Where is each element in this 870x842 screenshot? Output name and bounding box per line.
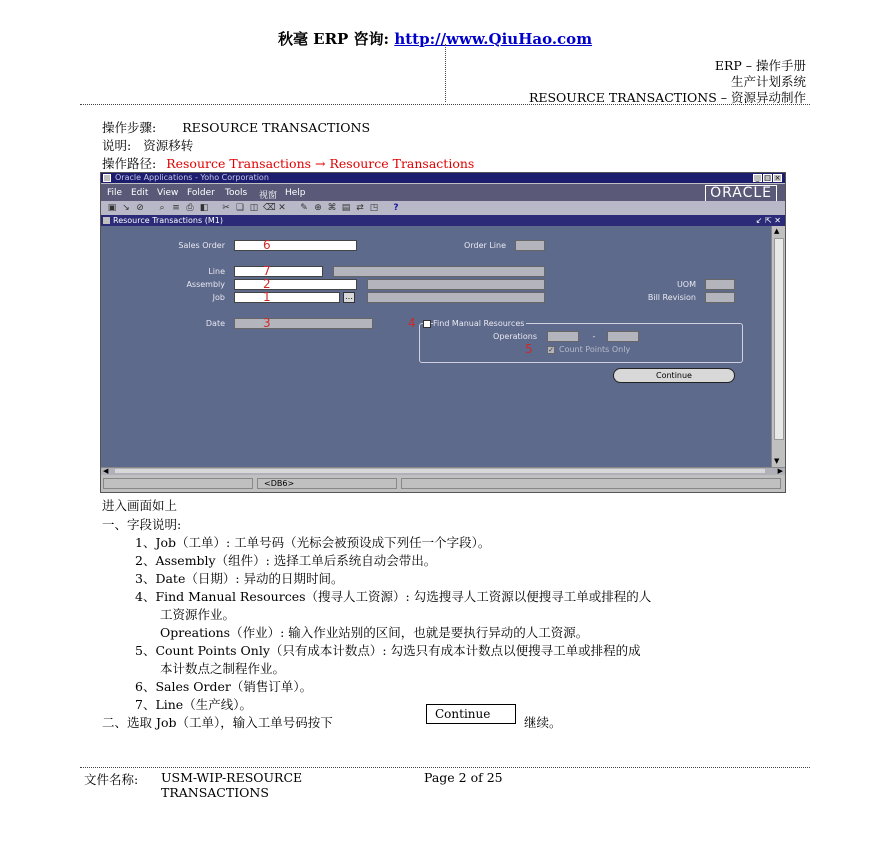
line-label: Line bbox=[208, 267, 225, 276]
uom-field[interactable] bbox=[705, 279, 735, 290]
folder-icon[interactable]: ◧ bbox=[199, 203, 209, 213]
status-cell-1 bbox=[103, 478, 253, 489]
marker-1: 1 bbox=[263, 290, 271, 304]
menu-edit[interactable]: Edit bbox=[131, 188, 149, 198]
scroll-down-icon[interactable]: ▼ bbox=[774, 457, 780, 465]
footer-page-number: Page 2 of 25 bbox=[424, 770, 503, 785]
steps-value: RESOURCE TRANSACTIONS bbox=[182, 120, 371, 135]
maximize-icon[interactable]: □ bbox=[764, 174, 771, 182]
close-icon[interactable]: × bbox=[774, 174, 781, 182]
header-title bbox=[0, 28, 870, 49]
toolbar bbox=[101, 201, 785, 216]
desc-label: 说明: bbox=[102, 138, 132, 153]
assembly-label: Assembly bbox=[186, 280, 225, 289]
count-points-only-checkbox[interactable]: ✓ bbox=[548, 346, 554, 354]
help-icon[interactable]: ? bbox=[393, 203, 399, 213]
window-title: Oracle Applications - Yoho Corporation bbox=[115, 173, 269, 182]
translate-icon[interactable]: ⇄ bbox=[356, 203, 364, 213]
item-6: 6、Sales Order（销售订单）。 bbox=[135, 679, 313, 694]
operations-label: Operations bbox=[493, 332, 537, 341]
item-4-operations: Opreations（作业）: 输入作业站别的区间，也就是要执行异动的人工资源。 bbox=[160, 625, 589, 640]
sales-order-label: Sales Order bbox=[178, 241, 225, 250]
steps-line bbox=[102, 118, 370, 136]
date-label: Date bbox=[205, 319, 225, 328]
menu-help[interactable]: Help bbox=[285, 188, 306, 198]
header-divider-vertical bbox=[445, 44, 446, 102]
status-cell-db: <DB6> bbox=[257, 478, 397, 489]
job-description-field bbox=[367, 292, 545, 303]
window-titlebar bbox=[101, 173, 785, 183]
item-4-cont: 工资源作业。 bbox=[160, 607, 236, 622]
header-system-line: 生产计划系统 bbox=[730, 74, 806, 89]
line-field[interactable] bbox=[234, 266, 323, 277]
item-4: 4、Find Manual Resources（搜寻人工资源）: 勾选搜寻人工资源以便搜寻工单或排程的人 bbox=[135, 589, 652, 604]
scroll-right-icon[interactable]: ▶ bbox=[777, 467, 783, 475]
print-icon[interactable]: ⎙ bbox=[186, 203, 194, 213]
order-line-label: Order Line bbox=[464, 241, 506, 250]
section-2-suffix: 继续。 bbox=[524, 715, 562, 730]
menu-view[interactable]: View bbox=[157, 188, 179, 198]
item-5-cont: 本计数点之制程作业。 bbox=[160, 661, 286, 676]
assembly-description-field bbox=[367, 279, 545, 290]
find-manual-resources-group bbox=[419, 323, 743, 363]
sales-order-field[interactable] bbox=[234, 240, 357, 251]
item-1: 1、Job（工单）: 工单号码（光标会被预设成下列任一个字段）。 bbox=[135, 535, 491, 550]
refresh-icon[interactable]: ⊘ bbox=[136, 203, 144, 213]
section-1-heading: 一、字段说明: bbox=[102, 517, 182, 532]
form-titlebar bbox=[101, 215, 785, 226]
menu-tools[interactable]: Tools bbox=[225, 188, 248, 198]
edit-icon[interactable]: ✎ bbox=[300, 203, 308, 213]
uom-label: UOM bbox=[676, 280, 696, 289]
job-field[interactable] bbox=[234, 292, 340, 303]
footer-divider bbox=[80, 767, 810, 768]
delete-icon[interactable]: ✕ bbox=[278, 203, 286, 213]
date-field[interactable] bbox=[234, 318, 373, 329]
form-icon bbox=[103, 217, 110, 224]
footer-file-name-1: USM-WIP-RESOURCE bbox=[161, 770, 303, 785]
bill-revision-label: Bill Revision bbox=[647, 293, 696, 302]
list-icon[interactable]: ≡ bbox=[172, 203, 180, 213]
oracle-window bbox=[100, 172, 786, 493]
marker-4: 4 bbox=[408, 316, 416, 330]
section-2-prefix: 二、选取 Job（工单），输入工单号码按下 bbox=[102, 715, 333, 730]
form-controls-icon[interactable]: ↙ ⇱ ✕ bbox=[755, 216, 781, 225]
folder-tools-icon[interactable]: ▤ bbox=[341, 203, 351, 213]
marker-2: 2 bbox=[263, 277, 271, 291]
menu-folder[interactable]: Folder bbox=[187, 188, 215, 198]
marker-7: 7 bbox=[263, 264, 271, 278]
zoom-icon[interactable]: ⊕ bbox=[314, 203, 322, 213]
minimize-icon[interactable]: _ bbox=[753, 174, 762, 182]
find-manual-resources-checkbox[interactable] bbox=[423, 320, 431, 328]
footer-file-name-2: TRANSACTIONS bbox=[161, 785, 269, 800]
horizontal-scroll-track[interactable] bbox=[115, 469, 765, 473]
menu-window[interactable]: 视窗 bbox=[259, 191, 278, 201]
app-icon bbox=[103, 174, 111, 182]
navigate-icon[interactable]: ↘ bbox=[122, 203, 130, 213]
paste-icon[interactable]: ◫ bbox=[249, 203, 259, 213]
vertical-scroll-thumb[interactable] bbox=[774, 238, 784, 440]
footer-file-label: 文件名称: bbox=[84, 772, 139, 787]
scroll-left-icon[interactable]: ◀ bbox=[103, 467, 109, 475]
header-divider bbox=[80, 104, 810, 105]
menu-bar bbox=[101, 184, 785, 201]
steps-label: 操作步骤: bbox=[102, 120, 157, 135]
path-line bbox=[102, 154, 474, 172]
path-value: Resource Transactions → Resource Transactions bbox=[166, 156, 475, 171]
desc-line bbox=[102, 136, 193, 154]
desc-value: 资源移转 bbox=[143, 138, 194, 153]
bill-revision-field[interactable] bbox=[705, 292, 735, 303]
cut-icon[interactable]: ✂ bbox=[222, 203, 230, 213]
item-2: 2、Assembly（组件）: 选择工单后系统自动会带出。 bbox=[135, 553, 437, 568]
operations-to-field[interactable] bbox=[607, 331, 639, 342]
oracle-logo: ORACLE bbox=[705, 185, 777, 202]
header-title-prefix: 秋毫 ERP 咨询: bbox=[277, 30, 395, 48]
continue-button[interactable]: Continue bbox=[613, 368, 735, 383]
scroll-up-icon[interactable]: ▲ bbox=[774, 227, 780, 235]
marker-5: 5 bbox=[525, 342, 533, 356]
count-points-only-label: Count Points Only bbox=[559, 345, 631, 354]
form-canvas bbox=[101, 226, 771, 467]
vertical-scrollbar[interactable] bbox=[771, 226, 785, 467]
marker-6: 6 bbox=[263, 238, 271, 252]
after-window-note: 进入画面如上 bbox=[102, 498, 178, 513]
job-list-of-values-icon[interactable]: … bbox=[345, 292, 353, 301]
save-icon[interactable]: ▣ bbox=[107, 203, 117, 213]
section-2-continue-box: Continue bbox=[426, 704, 516, 724]
operations-dash: - bbox=[592, 332, 596, 341]
order-line-field[interactable] bbox=[515, 240, 545, 251]
status-cell-3 bbox=[401, 478, 781, 489]
marker-3: 3 bbox=[263, 316, 271, 330]
clear-icon[interactable]: ⌫ bbox=[263, 203, 276, 213]
header-manual-line: ERP – 操作手册 bbox=[714, 58, 806, 73]
horizontal-scrollbar[interactable] bbox=[101, 467, 785, 475]
find-manual-resources-label: Find Manual Resources bbox=[433, 319, 525, 328]
item-3: 3、Date（日期）: 异动的日期时间。 bbox=[135, 571, 344, 586]
operations-from-field[interactable] bbox=[547, 331, 579, 342]
form-title: Resource Transactions (M1) bbox=[113, 216, 223, 225]
item-7: 7、Line（生产线）。 bbox=[135, 697, 252, 712]
item-5: 5、Count Points Only（只有成本计数点）: 勾选只有成本计数点以便搜寻工单或排程的成 bbox=[135, 643, 641, 658]
header-transaction-line: RESOURCE TRANSACTIONS – 资源异动制作 bbox=[528, 90, 806, 105]
menu-file[interactable]: File bbox=[107, 188, 123, 198]
status-bar bbox=[101, 475, 785, 492]
line-description-field bbox=[333, 266, 545, 277]
find-icon[interactable]: ⌕ bbox=[159, 203, 165, 213]
job-label: Job bbox=[212, 293, 225, 302]
assembly-field[interactable] bbox=[234, 279, 357, 290]
header-url-link[interactable]: http://www.QiuHao.com bbox=[394, 30, 593, 48]
path-label: 操作路径: bbox=[102, 156, 157, 171]
window-icon[interactable]: ◳ bbox=[369, 203, 379, 213]
copy-icon[interactable]: ❏ bbox=[235, 203, 245, 213]
attach-icon[interactable]: ⌘ bbox=[327, 203, 337, 213]
